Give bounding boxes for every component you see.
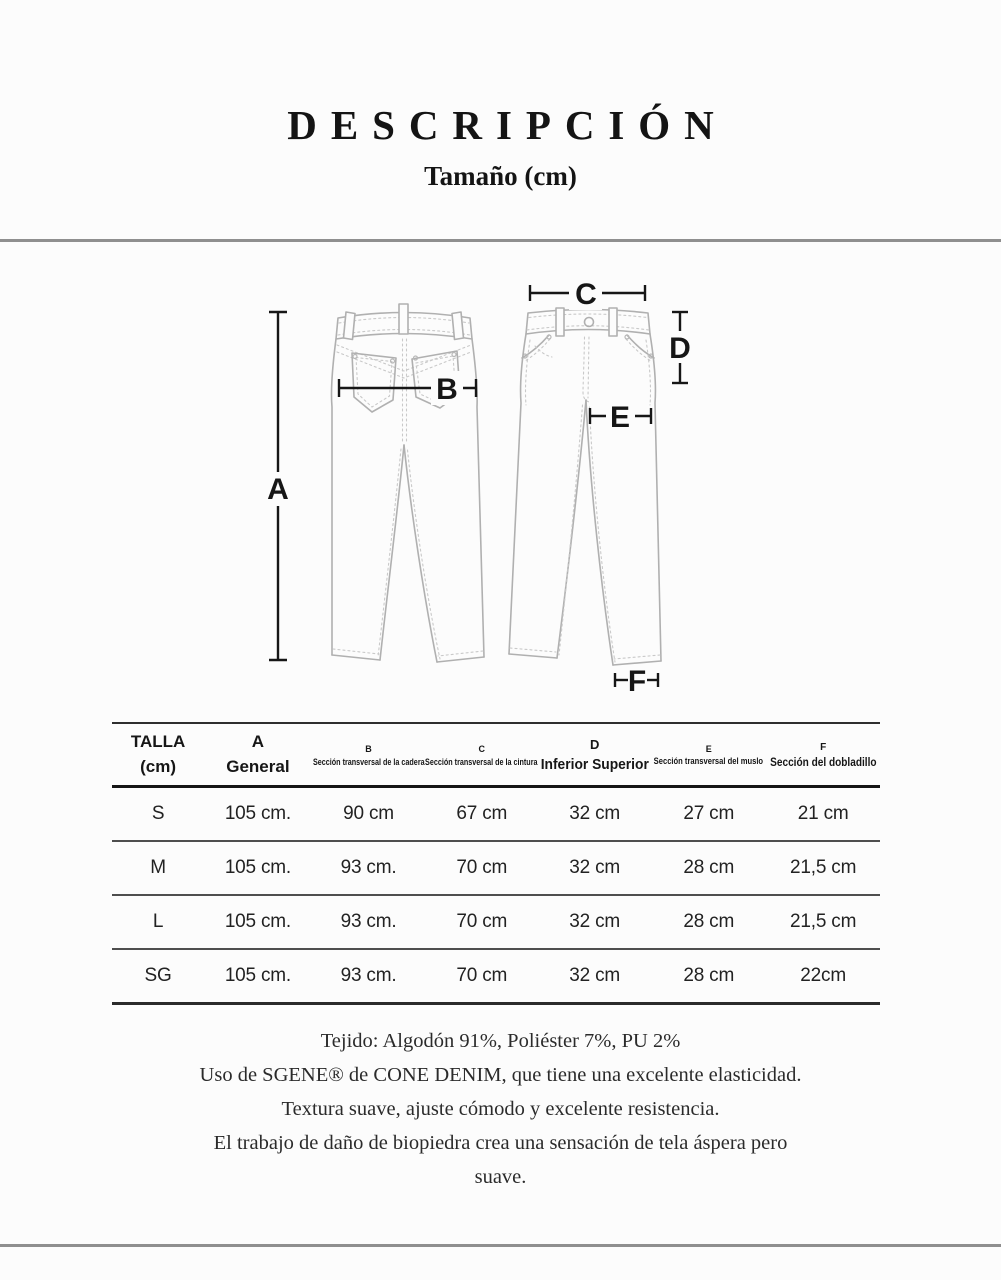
fabric-info-line: suave. bbox=[474, 1166, 527, 1188]
column-header-c-cintura: C Sección transversal de la cintura bbox=[425, 743, 539, 767]
size-label: L bbox=[152, 911, 164, 932]
waist-button bbox=[585, 318, 594, 327]
column-header-d-inferior-superior: D Inferior Superior bbox=[540, 736, 649, 773]
cell-value: 93 cm. bbox=[340, 911, 397, 932]
cell-value: 32 cm bbox=[569, 965, 621, 986]
table-row-sg bbox=[112, 948, 880, 1002]
size-diagram bbox=[0, 245, 1001, 720]
belt-loop bbox=[452, 312, 464, 340]
cell-value: 28 cm bbox=[683, 911, 735, 932]
cell-value: 21,5 cm bbox=[790, 857, 857, 878]
page-subtitle: Tamaño (cm) bbox=[424, 161, 577, 191]
column-header-a-general: A General bbox=[226, 731, 290, 776]
size-label: M bbox=[150, 857, 166, 878]
fabric-info-line: El trabajo de daño de biopiedra crea una sensación de tela áspera pero bbox=[213, 1132, 788, 1154]
cell-value: 32 cm bbox=[569, 911, 621, 932]
size-label: S bbox=[151, 803, 165, 824]
size-table-header bbox=[112, 724, 880, 788]
size-table bbox=[112, 722, 880, 1005]
cell-value: 22cm bbox=[800, 965, 846, 986]
belt-loop bbox=[556, 308, 564, 336]
cell-value: 32 cm bbox=[569, 803, 621, 824]
measure-label-d: D bbox=[669, 332, 691, 365]
bottom-divider bbox=[0, 1244, 1001, 1247]
back-pocket bbox=[352, 353, 396, 412]
cell-value: 93 cm. bbox=[340, 965, 397, 986]
fabric-info-line: Textura suave, ajuste cómodo y excelente resistencia. bbox=[281, 1098, 720, 1120]
cell-value: 21 cm bbox=[797, 803, 849, 824]
table-row-l bbox=[112, 894, 880, 948]
size-label: SG bbox=[144, 965, 172, 986]
cell-value: 70 cm bbox=[456, 857, 508, 878]
page-title: DESCRIPCIÓN bbox=[287, 102, 728, 148]
cell-value: 70 cm bbox=[456, 965, 508, 986]
column-header-b-cadera: B Sección transversal de la cadera bbox=[312, 743, 425, 767]
fabric-info-line: Uso de SGENE® de CONE DENIM, que tiene una excelente elasticidad. bbox=[199, 1064, 802, 1086]
cell-value: 27 cm bbox=[683, 803, 735, 824]
pants-back-view bbox=[332, 304, 485, 662]
top-divider bbox=[0, 239, 1001, 242]
belt-loop bbox=[344, 312, 356, 340]
cell-value: 90 cm bbox=[343, 803, 394, 824]
belt-loop bbox=[609, 308, 617, 336]
fabric-info bbox=[0, 1024, 1001, 1194]
pants-diagram-svg bbox=[0, 245, 1001, 720]
table-row-m bbox=[112, 840, 880, 894]
measure-label-c: C bbox=[575, 278, 597, 311]
column-header-talla: TALLA (cm) bbox=[130, 731, 186, 776]
measure-label-a: A bbox=[267, 473, 289, 506]
measure-label-e: E bbox=[609, 401, 631, 434]
fabric-info-line: Tejido: Algodón 91%, Poliéster 7%, PU 2% bbox=[320, 1030, 681, 1052]
cell-value: 28 cm bbox=[683, 857, 735, 878]
cell-value: 105 cm. bbox=[224, 803, 291, 824]
cell-value: 70 cm bbox=[456, 911, 508, 932]
cell-value: 105 cm. bbox=[224, 857, 291, 878]
belt-loop bbox=[399, 304, 408, 334]
cell-value: 93 cm. bbox=[340, 857, 397, 878]
pants-front-view bbox=[509, 308, 661, 665]
table-row-s bbox=[112, 788, 880, 840]
cell-value: 28 cm bbox=[683, 965, 735, 986]
column-header-f-dobladillo: F Sección del dobladillo bbox=[769, 742, 877, 769]
cell-value: 105 cm. bbox=[224, 965, 291, 986]
cell-value: 21,5 cm bbox=[790, 911, 857, 932]
column-header-e-muslo: E Sección transversal del muslo bbox=[654, 743, 764, 767]
cell-value: 67 cm bbox=[456, 803, 508, 824]
measure-label-b: B bbox=[436, 373, 458, 406]
cell-value: 32 cm bbox=[569, 857, 621, 878]
cell-value: 105 cm. bbox=[224, 911, 291, 932]
measure-label-f: F bbox=[627, 665, 647, 698]
